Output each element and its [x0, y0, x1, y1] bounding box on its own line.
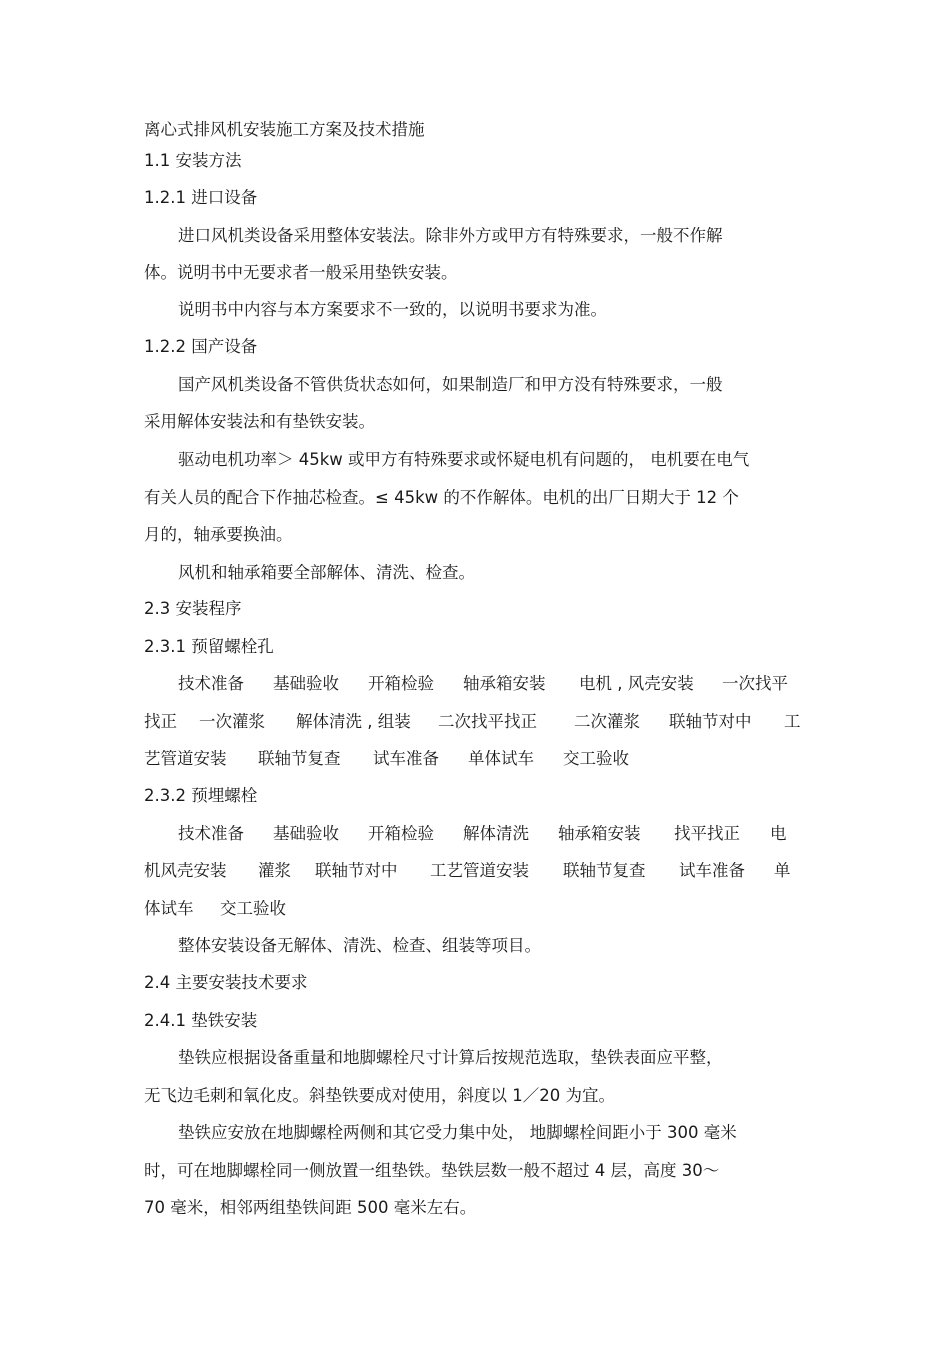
paragraph-line: 国产风机类设备不管供货状态如何，如果制造厂和甲方没有特殊要求，一般: [178, 375, 723, 394]
heading-2-4-1: 2.4.1 垫铁安装: [144, 1011, 258, 1030]
paragraph-line: 说明书中内容与本方案要求不一致的，以说明书要求为准。: [178, 300, 607, 319]
heading-2-3-2: 2.3.2 预埋螺栓: [144, 786, 258, 805]
paragraph-line: 垫铁应根据设备重量和地脚螺栓尺寸计算后按规范选取，垫铁表面应平整，: [178, 1048, 723, 1067]
paragraph-line: 驱动电机功率＞ 45kw 或甲方有特殊要求或怀疑电机有问题的， 电机要在电气: [178, 450, 750, 469]
flow-step: 技术准备: [178, 674, 244, 693]
flow-step: 电: [770, 824, 787, 843]
flow-step: 电机 , 风壳安装: [579, 674, 694, 693]
flow-step: 基础验收: [273, 824, 339, 843]
flow-step: 体试车: [144, 899, 194, 918]
paragraph-line: 垫铁应安放在地脚螺栓两侧和其它受力集中处， 地脚螺栓间距小于 300 毫米: [178, 1123, 737, 1142]
paragraph-line: 风机和轴承箱要全部解体、清洗、检查。: [178, 563, 475, 582]
flow-step: 灌浆: [258, 861, 291, 880]
heading-2-4: 2.4 主要安装技术要求: [144, 973, 308, 992]
flow-step: 找平找正: [674, 824, 740, 843]
paragraph-line: 时，可在地脚螺栓同一侧放置一组垫铁。垫铁层数一般不超过 4 层，高度 30～: [144, 1161, 720, 1180]
paragraph-line: 体。说明书中无要求者一般采用垫铁安装。: [144, 263, 458, 282]
flow-step: 一次找平: [722, 674, 788, 693]
heading-1-2-2: 1.2.2 国产设备: [144, 337, 258, 356]
paragraph-line: 有关人员的配合下作抽芯检查。≤ 45kw 的不作解体。电机的出厂日期大于 12 个: [144, 488, 739, 507]
flow-step: 联轴节复查: [563, 861, 646, 880]
heading-1-2-1: 1.2.1 进口设备: [144, 188, 258, 207]
paragraph-line: 70 毫米，相邻两组垫铁间距 500 毫米左右。: [144, 1198, 477, 1217]
paragraph-line: 无飞边毛刺和氧化皮。斜垫铁要成对使用，斜度以 1／20 为宜。: [144, 1086, 615, 1105]
flow-step: 工艺管道安装: [430, 861, 529, 880]
flow-step: 交工验收: [563, 749, 629, 768]
flow-step: 单: [774, 861, 791, 880]
paragraph-line: 月的，轴承要换油。: [144, 525, 293, 544]
heading-1-1: 1.1 安装方法: [144, 151, 242, 170]
flow-step: 试车准备: [679, 861, 745, 880]
heading-2-3-1: 2.3.1 预留螺栓孔: [144, 637, 274, 656]
flow-step: 基础验收: [273, 674, 339, 693]
paragraph-line: 整体安装设备无解体、清洗、检查、组装等项目。: [178, 936, 541, 955]
flow-step: 试车准备: [373, 749, 439, 768]
flow-step: 艺管道安装: [144, 749, 227, 768]
flow-step: 轴承箱安装: [558, 824, 641, 843]
flow-step: 二次灌浆: [574, 712, 640, 731]
paragraph-line: 采用解体安装法和有垫铁安装。: [144, 412, 375, 431]
flow-step: 轴承箱安装: [463, 674, 546, 693]
flow-step: 一次灌浆: [199, 712, 265, 731]
flow-step: 解体清洗 , 组装: [296, 712, 411, 731]
flow-step: 解体清洗: [463, 824, 529, 843]
flow-step: 找正: [144, 712, 177, 731]
document-title: 离心式排风机安装施工方案及技术措施: [144, 120, 425, 139]
flow-step: 联轴节对中: [315, 861, 398, 880]
flow-step: 单体试车: [468, 749, 534, 768]
flow-step: 工: [784, 712, 801, 731]
flow-step: 联轴节对中: [669, 712, 752, 731]
heading-2-3: 2.3 安装程序: [144, 599, 242, 618]
flow-step: 二次找平找正: [438, 712, 537, 731]
flow-step: 开箱检验: [368, 824, 434, 843]
flow-step: 交工验收: [220, 899, 286, 918]
paragraph-line: 进口风机类设备采用整体安装法。除非外方或甲方有特殊要求，一般不作解: [178, 226, 723, 245]
flow-step: 联轴节复查: [258, 749, 341, 768]
flow-step: 开箱检验: [368, 674, 434, 693]
flow-step: 技术准备: [178, 824, 244, 843]
flow-step: 机风壳安装: [144, 861, 227, 880]
